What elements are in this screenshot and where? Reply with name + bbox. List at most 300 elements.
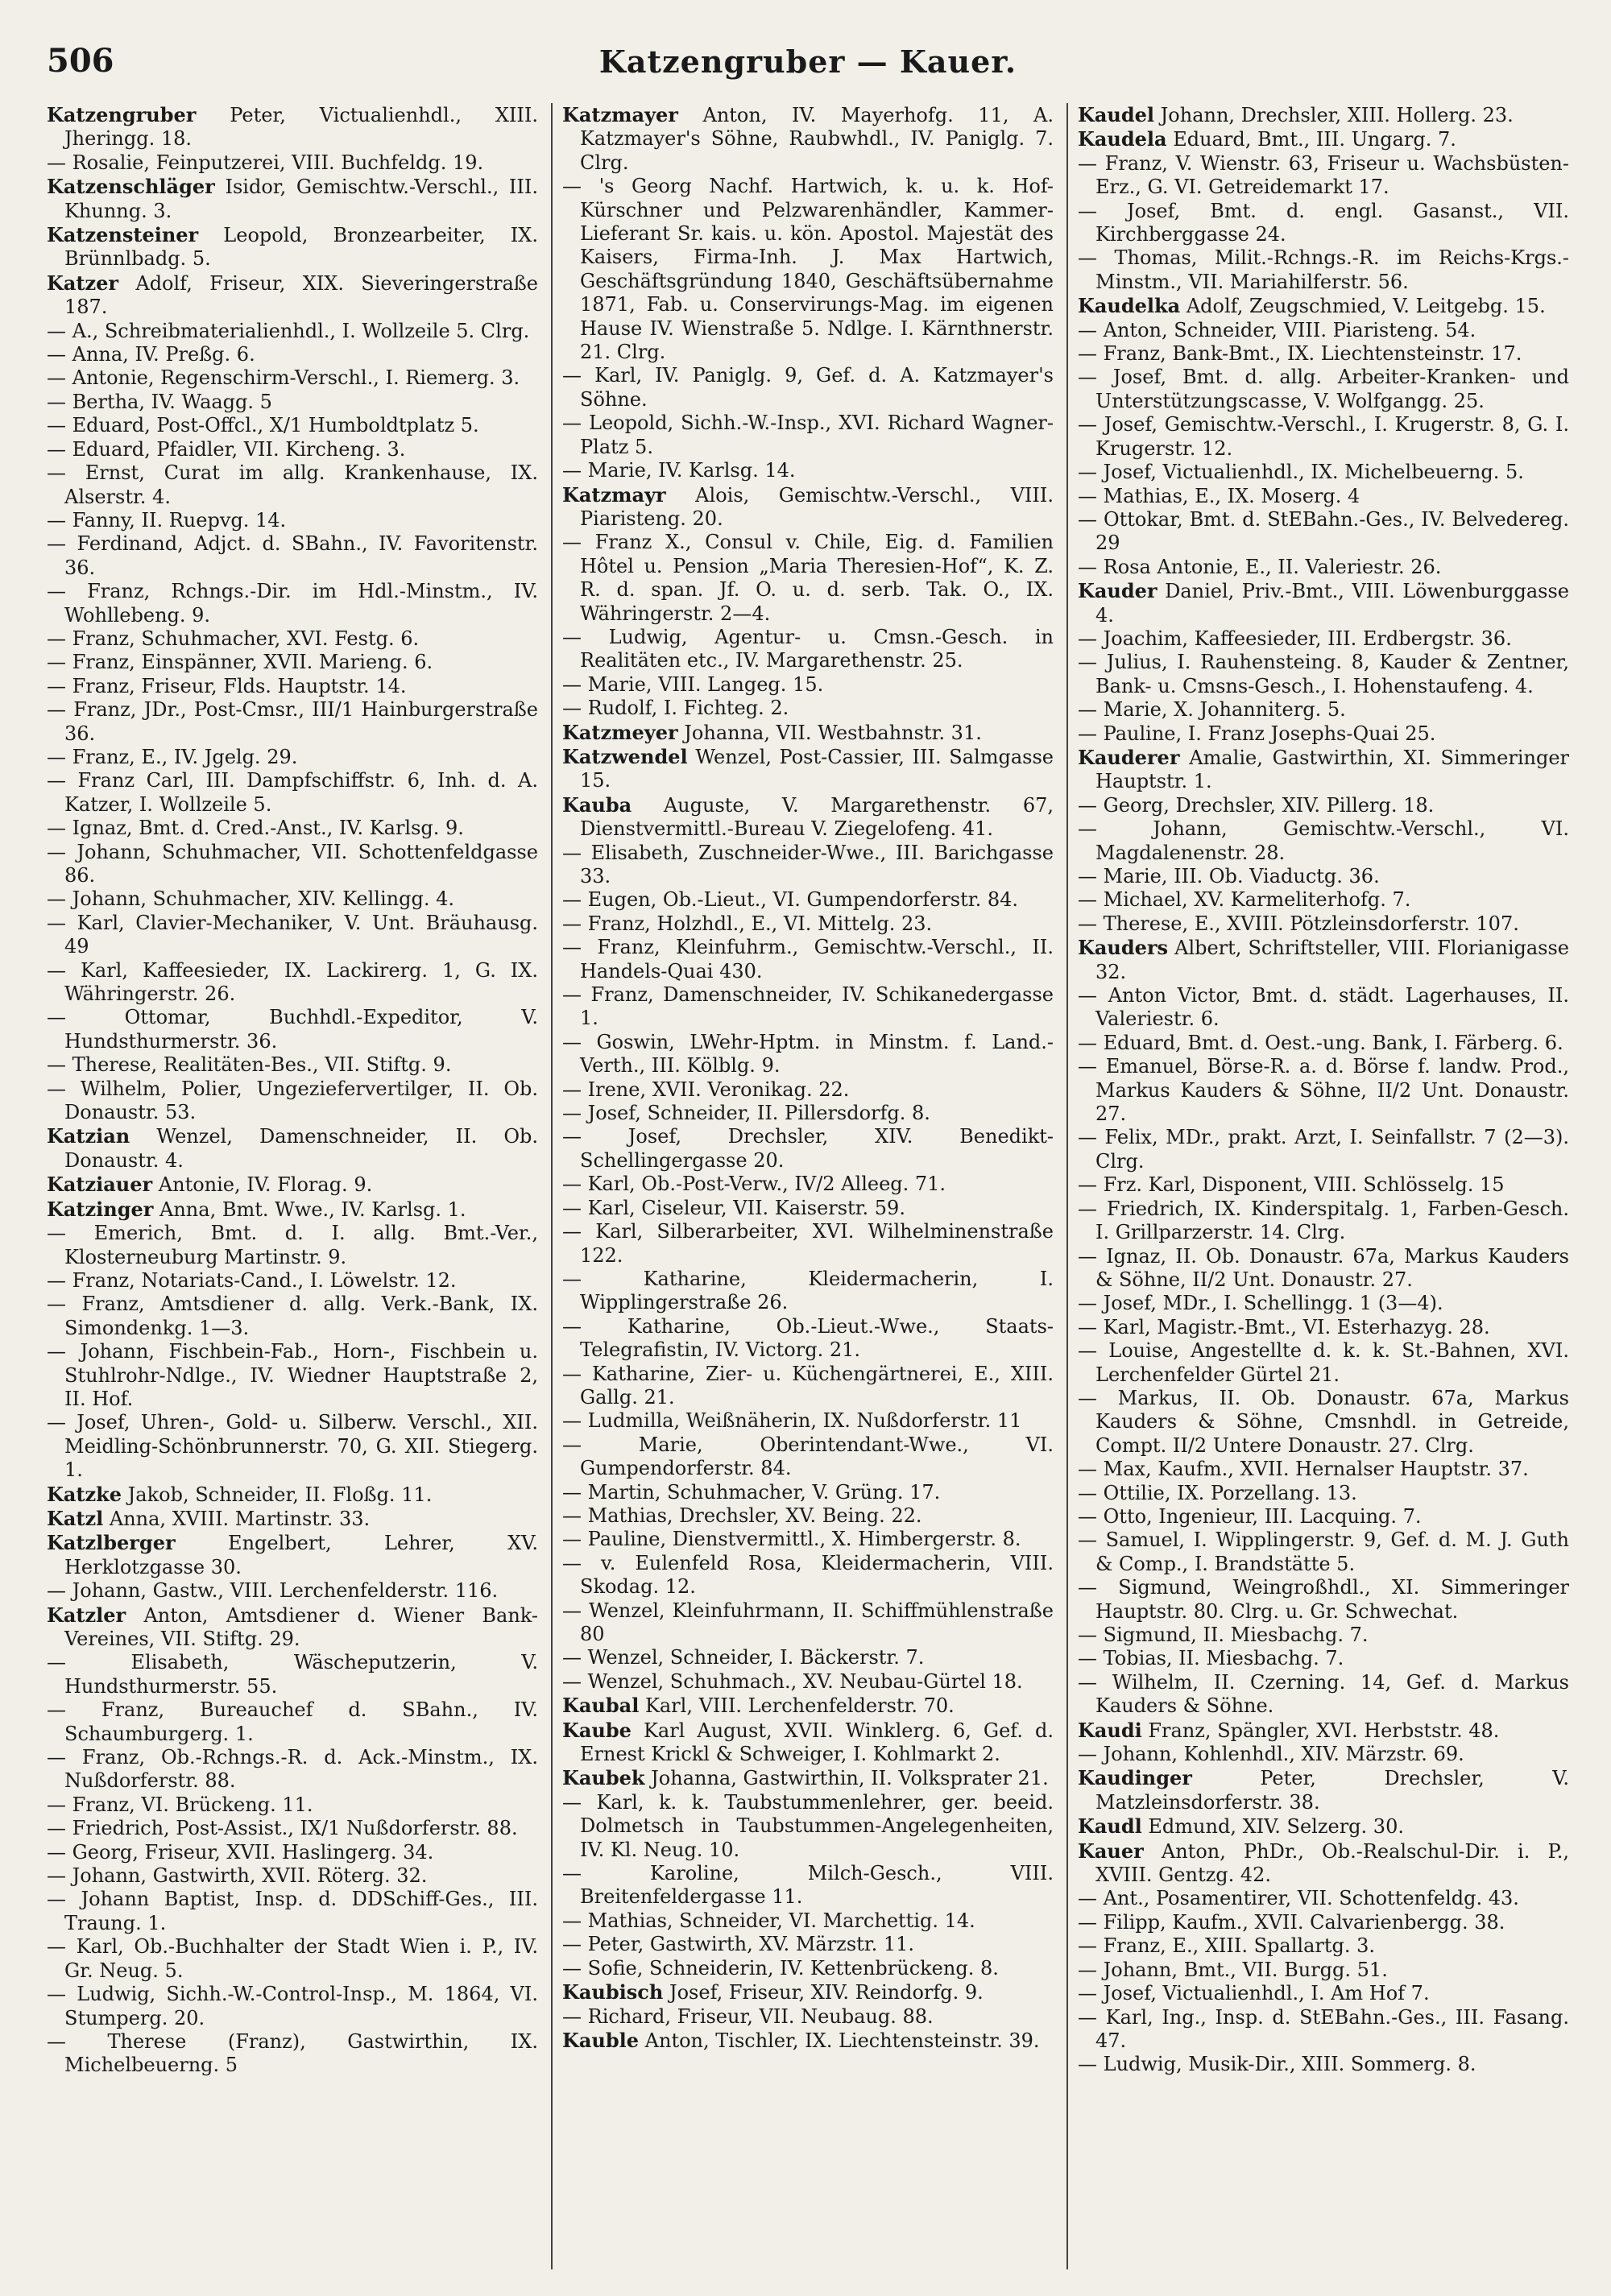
entry-details: Engelbert, Lehrer, XV. Herklotzgasse 30.	[64, 1532, 538, 1578]
entry-details: Johanna, VII. Westbahnstr. 31.	[677, 721, 982, 744]
entry-details: — Karl, Ob.-Buchhalter der Stadt Wien i. P., IV. Gr. Neug. 5.	[47, 1935, 538, 1982]
entry-details: Albert, Schriftsteller, VIII. Florianigasse 32.	[1095, 937, 1569, 983]
entry-details: Eduard, Bmt., III. Ungarg. 7.	[1166, 128, 1456, 151]
directory-entry	[1078, 1292, 1569, 1315]
entry-details: — Friedrich, Post-Assist., IX/1 Nußdorferstr. 88.	[47, 1817, 518, 1840]
entry-surname: Kaubek	[562, 1766, 645, 1790]
directory-entry	[47, 343, 538, 366]
entry-details: — Mathias, E., IX. Moserg. 4	[1078, 484, 1360, 507]
entry-details: — Franz, Bureauchef d. SBahn., IV. Schaumburgerg. 1.	[47, 1698, 538, 1745]
entry-surname: Kaubal	[562, 1694, 640, 1718]
entry-details: — Elisabeth, Wäscheputzerin, V. Hundsthurmerstr. 55.	[47, 1651, 538, 1698]
entry-surname: Kauer	[1078, 1839, 1144, 1863]
entry-details: — Johann, Schuhmacher, XIV. Kellingg. 4.	[47, 887, 454, 911]
entry-surname: Kauder	[1078, 579, 1158, 603]
entry-details: — Markus, II. Ob. Donaustr. 67a, Markus Kauders & Söhne, Cmsnhdl. in Getreide, Compt. II/2 Untere Donaustr. 27. Clrg.	[1078, 1386, 1569, 1457]
directory-entry	[47, 1888, 538, 1935]
directory-entry	[1078, 1934, 1569, 1958]
directory-entry	[47, 1222, 538, 1269]
directory-entry	[562, 1980, 1054, 2004]
entry-details: — Katharine, Zier- u. Küchengärtnerei, E., XIII. Gallg. 21.	[562, 1362, 1054, 1409]
entry-details: — Johann, Gastw., VIII. Lerchenfelderstr. 116.	[47, 1579, 499, 1603]
entry-details: — Wenzel, Kleinfuhrmann, II. Schiffmühlenstraße 80	[562, 1599, 1054, 1645]
directory-entry	[47, 1603, 538, 1652]
entry-details: — Karl, Kaffeesieder, IX. Lackirerg. 1, G. IX. Währingerstr. 26.	[47, 958, 538, 1006]
entry-details: — Wenzel, Schneider, I. Bäckerstr. 7.	[562, 1646, 925, 1669]
directory-entry	[562, 1102, 1054, 1125]
entry-details: — Antonie, Regenschirm-Verschl., I. Riemerg. 3.	[47, 366, 520, 390]
entry-details: — Ant., Posamentirer, VII. Schottenfeldg. 43.	[1078, 1887, 1519, 1910]
entry-details: Adolf, Zeugschmied, V. Leitgebg. 15.	[1180, 295, 1546, 318]
directory-entry	[47, 887, 538, 911]
entry-details: — Sigmund, Weingroßhdl., XI. Simmeringer Hauptstr. 80. Clrg. u. Gr. Schwechat.	[1078, 1576, 1569, 1623]
directory-entry	[562, 983, 1054, 1031]
directory-entry	[562, 1599, 1054, 1647]
entry-details: — Josef, Bmt. d. allg. Arbeiter-Kranken- und Unterstützungscasse, V. Wolfgangg. 25.	[1078, 366, 1569, 412]
directory-entry	[1078, 1814, 1569, 1839]
directory-entry	[1078, 1316, 1569, 1339]
column-1	[47, 103, 538, 2269]
directory-entry	[47, 1935, 538, 1983]
entry-details: — Franz Carl, III. Dampfschiffstr. 6, Inh. d. A. Katzer, I. Wollzeile 5.	[47, 769, 538, 816]
directory-entry	[1078, 1032, 1569, 1055]
directory-entry	[47, 2030, 538, 2078]
directory-entry	[47, 1746, 538, 1793]
entry-surname: Kaudel	[1078, 103, 1155, 126]
directory-entry	[562, 483, 1054, 532]
entry-details: Auguste, V. Margarethenstr. 67, Dienstvermittl.-Bureau V. Ziegelofeng. 41.	[580, 793, 1054, 841]
entry-details: — Josef, MDr., I. Schellingg. 1 (3—4).	[1078, 1292, 1443, 1315]
entry-details: — Louise, Angestellte d. k. k. St.-Bahnen, XVI. Lerchenfelder Gürtel 21.	[1078, 1339, 1569, 1386]
directory-entry	[47, 1531, 538, 1579]
directory-entry	[562, 1719, 1054, 1767]
entry-details: — Rudolf, I. Fichteg. 2.	[562, 697, 789, 720]
entry-details: — Eduard, Bmt. d. Oest.-ung. Bank, I. Färberg. 6.	[1078, 1031, 1563, 1054]
directory-entry	[1078, 1505, 1569, 1529]
entry-surname: Kaubisch	[562, 1980, 664, 2004]
directory-entry	[1078, 698, 1569, 722]
directory-entry	[47, 627, 538, 651]
directory-entry	[1078, 319, 1569, 342]
directory-entry	[1078, 912, 1569, 936]
entry-details: — Johann, Gastwirth, XVII. Röterg. 32.	[47, 1864, 428, 1888]
directory-entry	[1078, 1624, 1569, 1647]
directory-entry	[562, 1670, 1054, 1694]
directory-entry	[562, 1909, 1054, 1933]
directory-entry	[1078, 1339, 1569, 1387]
directory-entry	[1078, 1743, 1569, 1766]
directory-entry	[1078, 1887, 1569, 1910]
entry-details: — Karl, Ob.-Post-Verw., IV/2 Alleeg. 71.	[562, 1173, 946, 1196]
entry-surname: Katzl	[47, 1506, 104, 1530]
entry-details: — Marie, Oberintendant-Wwe., VI. Gumpendorferstr. 84.	[562, 1433, 1054, 1480]
directory-entry	[562, 626, 1054, 673]
directory-entry	[47, 1173, 538, 1197]
entry-details: — Ignaz, Bmt. d. Cred.-Anst., IV. Karlsg. 9.	[47, 817, 464, 840]
entry-details: — Franz, Rchngs.-Dir. im Hdl.-Minstm., IV. Wohllebeng. 9.	[47, 580, 538, 627]
entry-details: — Karl, Ciseleur, VII. Kaiserstr. 59.	[562, 1196, 905, 1219]
directory-entry	[562, 1125, 1054, 1173]
entry-details: — Franz, JDr., Post-Cmsr., III/1 Hainburgerstraße 36.	[47, 698, 538, 745]
entry-surname: Kauders	[1078, 936, 1169, 960]
entry-details: — Otto, Ingenieur, III. Lacquing. 7.	[1078, 1504, 1422, 1528]
directory-entry	[1078, 1126, 1569, 1173]
directory-entry	[562, 1862, 1054, 1909]
directory-entry	[47, 651, 538, 674]
directory-entry	[562, 103, 1054, 175]
entry-details: — Wenzel, Schuhmach., XV. Neubau-Gürtel 18.	[562, 1669, 1023, 1693]
entry-surname: Katzenschläger	[47, 175, 215, 199]
entry-details: — Elisabeth, Zuschneider-Wwe., III. Barichgasse 33.	[562, 841, 1054, 887]
entry-details: — Richard, Friseur, VII. Neubaug. 88.	[562, 2004, 934, 2028]
entry-details: — Katharine, Ob.-Lieut.-Wwe., Staats-Telegrafistin, IV. Victorg. 21.	[562, 1314, 1054, 1362]
directory-entry	[562, 936, 1054, 983]
entry-details: Jakob, Schneider, II. Floßg. 11.	[122, 1483, 433, 1506]
directory-entry	[47, 1817, 538, 1840]
directory-entry	[562, 1504, 1054, 1528]
entry-details: — Wilhelm, Polier, Ungeziefervertilger, II. Ob. Donaustr. 53.	[47, 1077, 538, 1124]
directory-entry	[47, 769, 538, 817]
directory-entry	[47, 1293, 538, 1340]
entry-details: — Franz, Schuhmacher, XVI. Festg. 6.	[47, 627, 420, 650]
directory-entry	[47, 532, 538, 580]
entry-details: Anton, IV. Mayerhofg. 11, A. Katzmayer's Söhne, Raubwhdl., IV. Paniglg. 7. Clrg.	[580, 104, 1054, 174]
entry-details: Anna, Bmt. Wwe., IV. Karlsg. 1.	[153, 1198, 466, 1221]
entry-details: — Eduard, Pfaidler, VII. Kircheng. 3.	[47, 437, 406, 461]
entry-details: — Sigmund, II. Miesbachg. 7.	[1078, 1624, 1369, 1646]
directory-entry	[562, 1552, 1054, 1599]
directory-entry	[47, 1198, 538, 1222]
directory-entry	[47, 391, 538, 414]
column-divider	[1066, 103, 1068, 2269]
entry-details: Wenzel, Post-Cassier, III. Salmgasse 15.	[580, 745, 1054, 792]
entry-details: — Emanuel, Börse-R. a. d. Börse f. landw. Prod., Markus Kauders & Söhne, II/2 Unt. Donaustr. 27.	[1078, 1055, 1569, 1126]
entry-details: Alois, Gemischtw.-Verschl., VIII. Piaristeng. 20.	[580, 483, 1054, 530]
page-title: Katzengruber — Kauer.	[598, 43, 1017, 80]
directory-entry	[47, 746, 538, 769]
directory-entry	[562, 1268, 1054, 1315]
entry-details: — Franz, Kleinfuhrm., Gemischtw.-Verschl., II. Handels-Quai 430.	[562, 936, 1054, 983]
entry-details: — Irene, XVII. Veronikag. 22.	[562, 1078, 850, 1101]
entry-details: — 's Georg Nachf. Hartwich, k. u. k. Hof-Kürschner und Pelzwarenhändler, Kammer-Lieferant Sr. kais. u. kön. Apostol. Majestät des Kaisers, Firma-Inh. J. Max Hartwich, Geschäftsgründung 1840, Geschäftsübernahme 1871, Fab. u. Conservirungs-Mag. im eigenen Hause IV. Wienstraße 5. Ndlge. I. Kärnthnerstr. 21. Clrg.	[562, 175, 1054, 364]
directory-entry	[562, 1791, 1054, 1862]
directory-entry	[1078, 556, 1569, 579]
column-2	[562, 103, 1054, 2269]
entry-details: Johanna, Gastwirthin, II. Volksprater 21.	[644, 1767, 1049, 1790]
directory-entry	[562, 1933, 1054, 1956]
directory-entry	[47, 1053, 538, 1077]
directory-entry	[47, 817, 538, 840]
entry-details: — Felix, MDr., prakt. Arzt, I. Seinfallstr. 7 (2—3). Clrg.	[1078, 1126, 1569, 1173]
entry-details: — Wilhelm, II. Czerning. 14, Gef. d. Markus Kauders & Söhne.	[1078, 1670, 1569, 1718]
directory-entry	[1078, 1482, 1569, 1505]
directory-entry	[1078, 2006, 1569, 2054]
directory-entry	[1078, 294, 1569, 318]
entry-details: — Rosalie, Feinputzerei, VIII. Buchfeldg. 19.	[47, 151, 484, 174]
entry-details: — Fanny, II. Ruepvg. 14.	[47, 508, 287, 532]
directory-entry	[47, 1864, 538, 1888]
entry-surname: Katziauer	[47, 1173, 153, 1197]
directory-entry	[47, 223, 538, 271]
directory-entry	[47, 959, 538, 1007]
entry-details: — Ottilie, IX. Porzellang. 13.	[1078, 1481, 1357, 1504]
entry-details: — Pauline, Dienstvermittl., X. Himbergerstr. 8.	[562, 1528, 1021, 1551]
entry-surname: Kaudi	[1078, 1718, 1142, 1742]
entry-details: — Eugen, Ob.-Lieut., VI. Gumpendorferstr. 84.	[562, 888, 1019, 912]
directory-entry	[562, 2029, 1054, 2053]
entry-details: — Josef, Schneider, II. Pillersdorfg. 8.	[562, 1102, 930, 1125]
entry-details: Amalie, Gastwirthin, XI. Simmeringer Hauptstr. 1.	[1095, 746, 1569, 793]
directory-entry	[47, 1006, 538, 1053]
entry-details: — Mathias, Schneider, VI. Marchettig. 14.	[562, 1909, 975, 1932]
entry-details: — Georg, Drechsler, XIV. Pillerg. 18.	[1078, 793, 1435, 817]
directory-entry	[1078, 1959, 1569, 1982]
entry-details: — Ludmilla, Weißnäherin, IX. Nußdorferstr. 11	[562, 1409, 1022, 1433]
directory-entry	[1078, 2053, 1569, 2076]
directory-entry	[47, 1651, 538, 1698]
entry-details: — Therese (Franz), Gastwirthin, IX. Michelbeuerng. 5	[47, 2029, 538, 2077]
entry-details: — Ottomar, Buchhdl.-Expeditor, V. Hundsthurmerstr. 36.	[47, 1006, 538, 1053]
entry-details: — Thomas, Milit.-Rchngs.-R. im Reichs-Krgs.-Minstm., VII. Mariahilferstr. 56.	[1078, 246, 1569, 293]
entry-details: — Tobias, II. Miesbachg. 7.	[1078, 1647, 1344, 1670]
entry-surname: Katzlberger	[47, 1531, 176, 1555]
entry-details: — Eduard, Post-Offcl., X/1 Humboldtplatz 5.	[47, 414, 479, 437]
directory-entry	[47, 366, 538, 390]
entry-details: — Josef, Drechsler, XIV. Benedikt-Schellingergasse 20.	[562, 1125, 1054, 1172]
entry-details: — Goswin, LWehr-Hptm. in Minstm. f. Land.-Verth., III. Kölblg. 9.	[562, 1030, 1054, 1078]
directory-entry	[1078, 1458, 1569, 1481]
directory-entry	[47, 912, 538, 959]
entry-details: — Franz, Damenschneider, IV. Schikanedergasse 1.	[562, 983, 1054, 1030]
column-divider	[551, 103, 553, 2269]
directory-entry	[47, 414, 538, 437]
entry-surname: Katzer	[47, 271, 119, 295]
directory-entry	[47, 1793, 538, 1817]
directory-entry	[1078, 1198, 1569, 1245]
entry-details: — Ludwig, Agentur- u. Cmsn.-Gesch. in Realitäten etc., IV. Margarethenstr. 25.	[562, 625, 1054, 672]
entry-details: — Josef, Uhren-, Gold- u. Silberw. Verschl., XII. Meidling-Schönbrunnerstr. 70, G. XII. Stiegerg. 1.	[47, 1411, 538, 1482]
directory-entry	[1078, 817, 1569, 865]
entry-details: Karl, VIII. Lerchenfelderstr. 70.	[639, 1694, 955, 1718]
entry-details: — Pauline, I. Franz Josephs-Quai 25.	[1078, 722, 1436, 745]
entry-surname: Katzian	[47, 1124, 130, 1148]
directory-entry	[562, 1528, 1054, 1551]
directory-entry	[562, 412, 1054, 459]
entry-surname: Kaudela	[1078, 127, 1167, 151]
column-3	[1078, 103, 1569, 2269]
directory-entry	[1078, 1055, 1569, 1126]
entry-surname: Kaudelka	[1078, 294, 1181, 318]
directory-columns	[47, 103, 1569, 2269]
directory-entry	[562, 1363, 1054, 1410]
directory-entry	[1078, 651, 1569, 698]
entry-details: — Franz, Holzhdl., E., VI. Mittelg. 23.	[562, 912, 933, 935]
entry-details: — Filipp, Kaufm., XVII. Calvarienbergg. 38.	[1078, 1910, 1505, 1934]
entry-surname: Katzmayr	[562, 482, 666, 507]
directory-entry	[1078, 746, 1569, 794]
directory-entry	[1078, 1529, 1569, 1576]
directory-entry	[47, 271, 538, 320]
entry-details: — Marie, VIII. Langeg. 15.	[562, 672, 824, 696]
entry-details: — Franz, Friseur, Flds. Hauptstr. 14.	[47, 674, 407, 697]
directory-entry	[1078, 461, 1569, 484]
entry-surname: Katzengruber	[47, 103, 197, 126]
entry-details: — Karl, Ing., Insp. d. StEBahn.-Ges., III. Fasang. 47.	[1078, 2005, 1569, 2052]
directory-entry	[1078, 1911, 1569, 1934]
directory-entry	[1078, 342, 1569, 366]
directory-entry	[1078, 888, 1569, 912]
entry-surname: Katzke	[47, 1482, 122, 1506]
entry-details: — Therese, Realitäten-Bes., VII. Stiftg. 9.	[47, 1053, 452, 1077]
entry-details: — Johann Baptist, Insp. d. DDSchiff-Ges., III. Traung. 1.	[47, 1888, 538, 1934]
entry-details: — Friedrich, IX. Kinderspitalg. 1, Farben-Gesch. I. Grillparzerstr. 14. Clrg.	[1078, 1197, 1569, 1244]
directory-entry	[47, 320, 538, 343]
entry-details: — Frz. Karl, Disponent, VIII. Schlösselg. 15	[1078, 1173, 1505, 1197]
entry-surname: Kauble	[562, 2028, 640, 2052]
entry-details: — Franz, Notariats-Cand., I. Löwelstr. 12.	[47, 1268, 457, 1292]
entry-details: — Ludwig, Sichh.-W.-Control-Insp., M. 1864, VI. Stumperg. 20.	[47, 1983, 538, 2029]
directory-entry	[1078, 413, 1569, 461]
entry-details: — Franz, E., XIII. Spallartg. 3.	[1078, 1934, 1376, 1958]
entry-details: — Michael, XV. Karmeliterhofg. 7.	[1078, 888, 1411, 912]
directory-entry	[1078, 1647, 1569, 1670]
directory-entry	[562, 459, 1054, 482]
entry-details: — v. Eulenfeld Rosa, Kleidermacherin, VIII. Skodag. 12.	[562, 1551, 1054, 1599]
directory-entry	[562, 175, 1054, 364]
directory-entry	[1078, 722, 1569, 746]
directory-entry	[562, 888, 1054, 912]
directory-entry	[1078, 127, 1569, 151]
entry-details: — Ignaz, II. Ob. Donaustr. 67a, Markus Kauders & Söhne, II/2 Unt. Donaustr. 27.	[1078, 1244, 1569, 1291]
directory-entry	[562, 1433, 1054, 1481]
entry-details: — Franz, E., IV. Jgelg. 29.	[47, 745, 298, 768]
entry-details: — Johann, Fischbein-Fab., Horn-, Fischbein u. Stuhlrohr-Ndlge., IV. Wiedner Hauptstraße 2, II. Hof.	[47, 1340, 538, 1410]
directory-entry	[47, 675, 538, 698]
entry-details: — Mathias, Drechsler, XV. Being. 22.	[562, 1504, 922, 1527]
entry-details: — Johann, Schuhmacher, VII. Schottenfeldgasse 86.	[47, 840, 538, 887]
entry-details: — Karl, k. k. Taubstummenlehrer, ger. beeid. Dolmetsch in Taubstummen-Angelegenheiten, IV. Kl. Neug. 10.	[562, 1790, 1054, 1861]
entry-details: — Karoline, Milch-Gesch., VIII. Breitenfeldergasse 11.	[562, 1862, 1054, 1909]
entry-details: — Josef, Gemischtw.-Verschl., I. Krugerstr. 8, G. I. Krugerstr. 12.	[1078, 413, 1569, 460]
entry-details: Anton, Tischler, IX. Liechtensteinstr. 39.	[639, 2029, 1040, 2052]
directory-entry	[47, 151, 538, 175]
entry-surname: Katzmeyer	[562, 720, 678, 744]
entry-details: — Martin, Schuhmacher, V. Grüng. 17.	[562, 1480, 941, 1504]
entry-details: — Karl, IV. Paniglg. 9, Gef. d. A. Katzmayer's Söhne.	[562, 364, 1054, 411]
entry-details: — Georg, Friseur, XVII. Haslingerg. 34.	[47, 1840, 434, 1864]
entry-surname: Katzensteiner	[47, 223, 199, 247]
directory-entry	[1078, 508, 1569, 556]
directory-entry	[47, 698, 538, 746]
entry-details: — Anton Victor, Bmt. d. städt. Lagerhauses, II. Valeriestr. 6.	[1078, 984, 1569, 1031]
entry-details: Leopold, Bronzearbeiter, IX. Brünnlbadg. 5.	[64, 224, 538, 271]
entry-details: — Anna, IV. Preßg. 6.	[47, 343, 255, 366]
entry-details: — Josef, Victualienhdl., IX. Michelbeuerng. 5.	[1078, 461, 1524, 484]
directory-entry	[562, 697, 1054, 720]
directory-entry	[562, 793, 1054, 842]
directory-entry	[1078, 1173, 1569, 1197]
entry-details: — Franz, Ob.-Rchngs.-R. d. Ack.-Minstm., IX. Nußdorferstr. 88.	[47, 1746, 538, 1793]
directory-entry	[562, 1481, 1054, 1504]
entry-details: — Julius, I. Rauhensteing. 8, Kauder & Zentner, Bank- u. Cmsns-Gesch., I. Hohenstaufeng. 4.	[1078, 651, 1569, 697]
entry-details: — Marie, X. Johanniterg. 5.	[1078, 698, 1346, 722]
entry-details: — Marie, III. Ob. Viaductg. 36.	[1078, 865, 1380, 887]
page-number: 506	[47, 42, 114, 80]
entry-details: — Leopold, Sichh.-W.-Insp., XVI. Richard Wagner-Platz 5.	[562, 412, 1054, 458]
entry-details: — Franz, Bank-Bmt., IX. Liechtensteinstr. 17.	[1078, 342, 1522, 366]
directory-entry	[1078, 200, 1569, 247]
directory-entry	[47, 461, 538, 509]
entry-details: — Therese, E., XVIII. Pötzleinsdorferstr. 107.	[1078, 912, 1519, 935]
entry-surname: Katzinger	[47, 1197, 154, 1221]
entry-details: — Josef, Bmt. d. engl. Gasanst., VII. Kirchberggasse 24.	[1078, 199, 1569, 246]
entry-details: — Ludwig, Musik-Dir., XIII. Sommerg. 8.	[1078, 2053, 1476, 2076]
entry-details: — Rosa Antonie, E., II. Valeriestr. 26.	[1078, 555, 1442, 578]
entry-details: — Anton, Schneider, VIII. Piaristeng. 54.	[1078, 318, 1476, 341]
directory-entry	[562, 1694, 1054, 1718]
directory-entry	[562, 1173, 1054, 1196]
entry-details: — Johann, Kohlenhdl., XIV. Märzstr. 69.	[1078, 1743, 1464, 1766]
directory-entry	[47, 1411, 538, 1482]
entry-details: Anna, XVIII. Martinstr. 33.	[103, 1507, 371, 1530]
directory-entry	[47, 1124, 538, 1173]
directory-entry	[1078, 865, 1569, 888]
entry-details: Anton, PhDr., Ob.-Realschul-Dir. i. P., XVIII. Gentzg. 42.	[1095, 1839, 1569, 1887]
entry-details: Johann, Drechsler, XIII. Hollerg. 23.	[1154, 104, 1514, 126]
directory-entry	[1078, 1387, 1569, 1458]
entry-details: — Emerich, Bmt. d. I. allg. Bmt.-Ver., Klosterneuburg Martinstr. 9.	[47, 1222, 538, 1268]
directory-entry	[1078, 984, 1569, 1032]
directory-entry	[47, 1579, 538, 1603]
entry-details: Karl August, XVII. Winklerg. 6, Gef. d. Ernest Krickl & Schweiger, I. Kohlmarkt 2.	[580, 1719, 1054, 1766]
directory-entry	[562, 364, 1054, 412]
directory-entry	[562, 1220, 1054, 1268]
entry-details: — Peter, Gastwirth, XV. Märzstr. 11.	[562, 1933, 915, 1956]
directory-entry	[562, 842, 1054, 889]
entry-details: Anton, Amtsdiener d. Wiener Bank-Vereines, VII. Stiftg. 29.	[64, 1603, 538, 1650]
directory-entry	[1078, 1839, 1569, 1888]
directory-entry	[1078, 152, 1569, 200]
directory-entry	[1078, 579, 1569, 627]
directory-entry	[1078, 103, 1569, 127]
directory-entry	[47, 1483, 538, 1507]
entry-details: Josef, Friseur, XIV. Reindorfg. 9.	[663, 1981, 984, 2004]
directory-entry	[1078, 1576, 1569, 1624]
directory-entry	[562, 1957, 1054, 1980]
entry-details: — Josef, Victualienhdl., I. Am Hof 7.	[1078, 1982, 1430, 2005]
entry-surname: Kaudinger	[1078, 1766, 1192, 1790]
directory-entry	[1078, 485, 1569, 508]
directory-entry	[47, 509, 538, 532]
directory-entry	[1078, 246, 1569, 294]
directory-entry	[1078, 1245, 1569, 1293]
entry-details: Antonie, IV. Florag. 9.	[152, 1173, 373, 1197]
entry-details: — Ernst, Curat im allg. Krankenhause, IX. Alserstr. 4.	[47, 461, 538, 508]
directory-entry	[47, 1698, 538, 1746]
entry-details: — Sofie, Schneiderin, IV. Kettenbrückeng. 8.	[562, 1956, 999, 1980]
directory-entry	[47, 1507, 538, 1531]
entry-details: — Karl, Silberarbeiter, XVI. Wilhelminenstraße 122.	[562, 1220, 1054, 1267]
directory-entry	[47, 175, 538, 223]
entry-details: Peter, Victualienhdl., XIII. Jheringg. 18.	[64, 104, 538, 151]
directory-entry	[1078, 1982, 1569, 2005]
entry-details: — A., Schreibmaterialienhdl., I. Wollzeile 5. Clrg.	[47, 319, 530, 342]
entry-details: — Franz, V. Wienstr. 63, Friseur u. Wachsbüsten-Erz., G. VI. Getreidemarkt 17.	[1078, 151, 1569, 199]
entry-details: — Katharine, Kleidermacherin, I. Wipplingerstraße 26.	[562, 1267, 1054, 1314]
entry-details: — Karl, Magistr.-Bmt., VI. Esterhazyg. 28.	[1078, 1315, 1490, 1338]
entry-details: Peter, Drechsler, V. Matzleinsdorferstr. 38.	[1095, 1767, 1569, 1814]
entry-surname: Katzler	[47, 1603, 126, 1627]
